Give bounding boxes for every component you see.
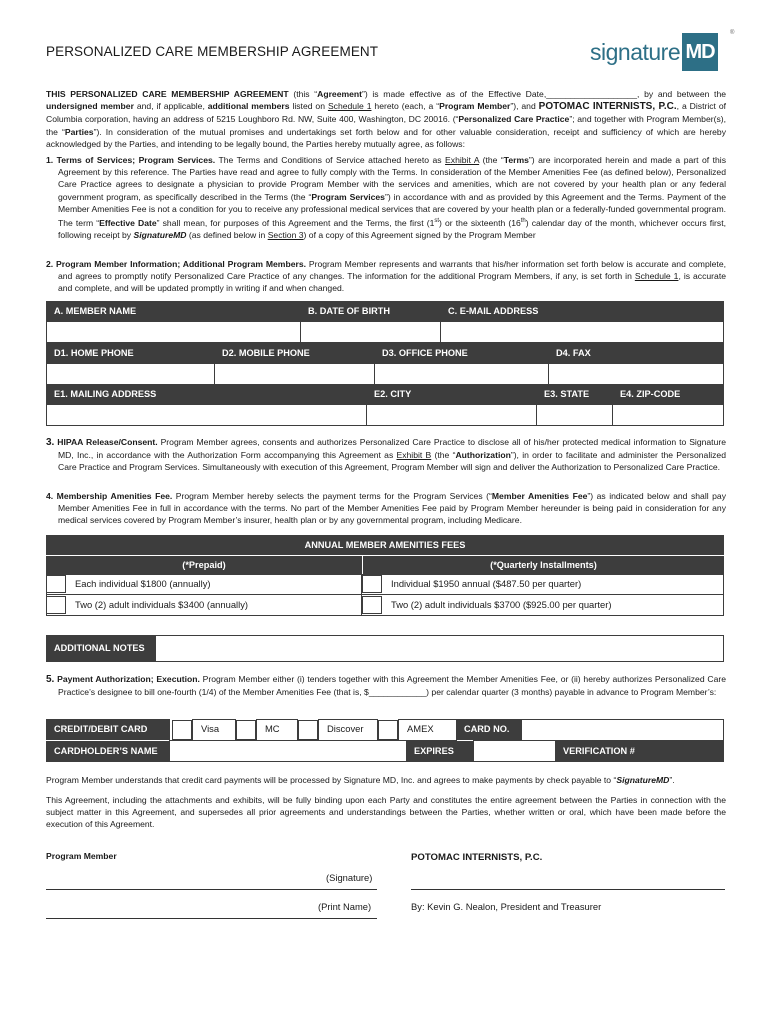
intro-paragraph: THIS PERSONALIZED CARE MEMBERSHIP AGREEMENT (this “Agreement”) is made effective as of the Effective Date,___________________, by and between the undersigned member and, if applicable, additional members listed on Schedule 1 hereto (each, a “Program Member”), and POTOMAC INTERNISTS, P.C., a District of Columbia corporation, having an address of 5215 Loughboro Rd. NW, Suite 400, Washington, DC 20016. (“Personalized Care Practice”; and together with Program Member(s), the “Parties”). In consideration of the mutual promises and undertakings set forth below and for other valuable consideration, receipt and sufficiency of which are hereby acknowledged by the Parties, and intending to be legally bound, the Parties hereby mutually agree, as follows:: [46, 89, 727, 149]
prepaid-individual-label: Each individual $1800 (annually): [75, 578, 211, 589]
amex-label: AMEX: [407, 723, 434, 734]
cardholder-name-label: CARDHOLDER’S NAME: [46, 741, 170, 762]
mc-checkbox[interactable]: [236, 720, 256, 740]
amex-checkbox[interactable]: [378, 720, 398, 740]
state-header: E3. STATE: [544, 389, 590, 399]
potomac-signature-line[interactable]: [411, 889, 725, 890]
discover-checkbox[interactable]: [298, 720, 318, 740]
fax-header: D4. FAX: [556, 348, 591, 358]
section-4-fee: 4. Membership Amenities Fee. Program Member hereby selects the payment terms for the Program Services (“Member Amenities Fee”) as indicated below and shall pay Member Amenities Fee in full in accordance with the terms. No part of the Member Amenities Fee paid by Program Member hereunder is being paid in consideration for any medical services covered by Program Member’s insurer, health plan or by any governmental program, including Medicare.: [46, 491, 726, 526]
effective-date-blank[interactable]: ___________________: [546, 89, 638, 99]
additional-notes-label: ADDITIONAL NOTES: [46, 635, 156, 662]
prepaid-individual-checkbox[interactable]: [46, 575, 66, 593]
signature-caption: (Signature): [326, 872, 373, 883]
dob-header: B. DATE OF BIRTH: [308, 306, 391, 316]
mobile-phone-header: D2. MOBILE PHONE: [222, 348, 310, 358]
prepaid-header: (*Prepaid): [46, 555, 362, 574]
quarterly-two-adults-checkbox[interactable]: [362, 596, 382, 614]
quarterly-two-adults-label: Two (2) adult individuals $3700 ($925.00 per quarter): [391, 599, 612, 610]
visa-checkbox[interactable]: [172, 720, 192, 740]
section-2-member-info: 2. Program Member Information; Additional Program Members. Program Member represents and warrants that his/her information set forth below is accurate and complete, and agrees to promptly notify Personalized Care Practice of any changes. The information for the additional Program Members, if any, is set forth in Schedule 1, is accurate and complete, and will be updated promptly in writing if and when changed.: [46, 259, 726, 294]
quarterly-individual-label: Individual $1950 annual ($487.50 per quarter): [391, 578, 582, 589]
expires-field[interactable]: [473, 740, 556, 762]
logo-registered-mark: ®: [730, 30, 735, 36]
additional-notes-field[interactable]: [155, 635, 724, 662]
print-name-caption: (Print Name): [318, 901, 372, 912]
quarterly-amount-blank[interactable]: ____________: [368, 687, 427, 698]
prepaid-two-adults-checkbox[interactable]: [46, 596, 66, 614]
office-phone-field[interactable]: [374, 363, 549, 385]
state-field[interactable]: [536, 404, 613, 426]
signaturemd-logo: [590, 30, 735, 73]
quarterly-individual-checkbox[interactable]: [362, 575, 382, 593]
visa-label: Visa: [201, 723, 220, 734]
mailing-address-field[interactable]: [46, 404, 367, 426]
email-field[interactable]: [440, 321, 724, 343]
member-name-field[interactable]: [46, 321, 301, 343]
dob-field[interactable]: [300, 321, 441, 343]
section-5-payment: 5. Payment Authorization; Execution. Program Member either (i) tenders together with this Agreement the Member Amenities Fee, or (ii) hereby authorizes Personalized Care Practice’s designee to bill one-fourth (1/4) of the Member Amenities Fee (that is, $____________) per calendar quarter (3 months) payable in advance to Program Member’s:: [46, 674, 727, 698]
city-header: E2. CITY: [374, 389, 412, 399]
program-member-title: Program Member: [46, 851, 117, 861]
potomac-signer-name: By: Kevin G. Nealon, President and Treasurer: [411, 901, 602, 912]
expires-label: EXPIRES: [406, 741, 474, 762]
card-no-field[interactable]: [521, 719, 724, 741]
logo-word: signature: [590, 39, 681, 65]
section-1-terms: 1. Terms of Services; Program Services. The Terms and Conditions of Service attached hereto as Exhibit A (the “Terms”) are incorporated herein and made a part of this Agreement by this reference. The Parties have read and agree to fully comply with the Terms. In consideration of the Member Amenities Fee (as defined below), Personalized Care Practice agrees to designate a physician to provide Program Member with the services and amenities, which are not covered by your health plan or any federal government program, as specifically described in the Terms (the “Program Services”) in accordance with and as provided by this Agreement and the Terms. Payment of the Member Amenities Fee is not a condition for you to receive any professional medical services that are covered by your health plan or a federally-funded governmental program. The term “Effective Date” shall mean, for purposes of this Agreement and the Terms, the first (1st) or the sixteenth (16th) calendar day of the month, whichever occurs first, following receipt by SignatureMD (as defined below in Section 3) of a copy of this Agreement signed by the Program Member: [46, 155, 727, 241]
office-phone-header: D3. OFFICE PHONE: [382, 348, 468, 358]
credit-card-label: CREDIT/DEBIT CARD: [46, 719, 170, 740]
city-field[interactable]: [366, 404, 537, 426]
mc-label: MC: [265, 723, 280, 734]
check-payment-paragraph: Program Member understands that credit card payments will be processed by Signature MD, Inc. and agrees to make payments by check payable to “SignatureMD”.: [46, 775, 675, 785]
zip-field[interactable]: [612, 404, 724, 426]
entire-agreement-paragraph: This Agreement, including the attachments and exhibits, will be fully binding upon each Party and constitutes the entire agreement between the Parties in connection with the subject matter in this Agreement, and supersedes all prior agreements and understandings between the Parties, whether written or oral, which have been made before the execution of this Agreement.: [46, 795, 726, 830]
email-header: C. E-MAIL ADDRESS: [448, 306, 539, 316]
quarterly-header: (*Quarterly Installments): [362, 555, 724, 574]
document-title: PERSONALIZED CARE MEMBERSHIP AGREEMENT: [46, 44, 379, 59]
cardholder-name-field[interactable]: [169, 740, 407, 762]
signature-line[interactable]: [46, 889, 377, 890]
home-phone-header: D1. HOME PHONE: [54, 348, 134, 358]
mailing-address-header: E1. MAILING ADDRESS: [54, 389, 157, 399]
discover-label: Discover: [327, 723, 364, 734]
print-name-line[interactable]: [46, 918, 377, 919]
fees-title: ANNUAL MEMBER AMENITIES FEES: [46, 535, 724, 555]
verification-label: VERIFICATION #: [555, 741, 724, 762]
section-3-hipaa: 3. HIPAA Release/Consent. Program Member agrees, consents and authorizes Personalized Care Practice to disclose all of his/her protected medical information to Signature MD, Inc., in accordance with the Authorization Form accompanying this Agreement as Exhibit B (the “Authorization”), in order to facilitate and administer the Personalized Care Practice and Program Services. Simultaneously with execution of this Agreement, Program Member will sign and deliver the Authorization to Personalized Care Practice.: [46, 437, 726, 473]
fax-field[interactable]: [548, 363, 724, 385]
potomac-title: POTOMAC INTERNISTS, P.C.: [411, 852, 543, 863]
member-name-header: A. MEMBER NAME: [54, 306, 137, 316]
zip-header: E4. ZIP-CODE: [620, 389, 681, 399]
home-phone-field[interactable]: [46, 363, 215, 385]
prepaid-two-adults-label: Two (2) adult individuals $3400 (annually): [75, 599, 249, 610]
card-no-label: CARD NO.: [456, 719, 522, 740]
mobile-phone-field[interactable]: [214, 363, 375, 385]
logo-md-box: MD: [682, 33, 718, 71]
